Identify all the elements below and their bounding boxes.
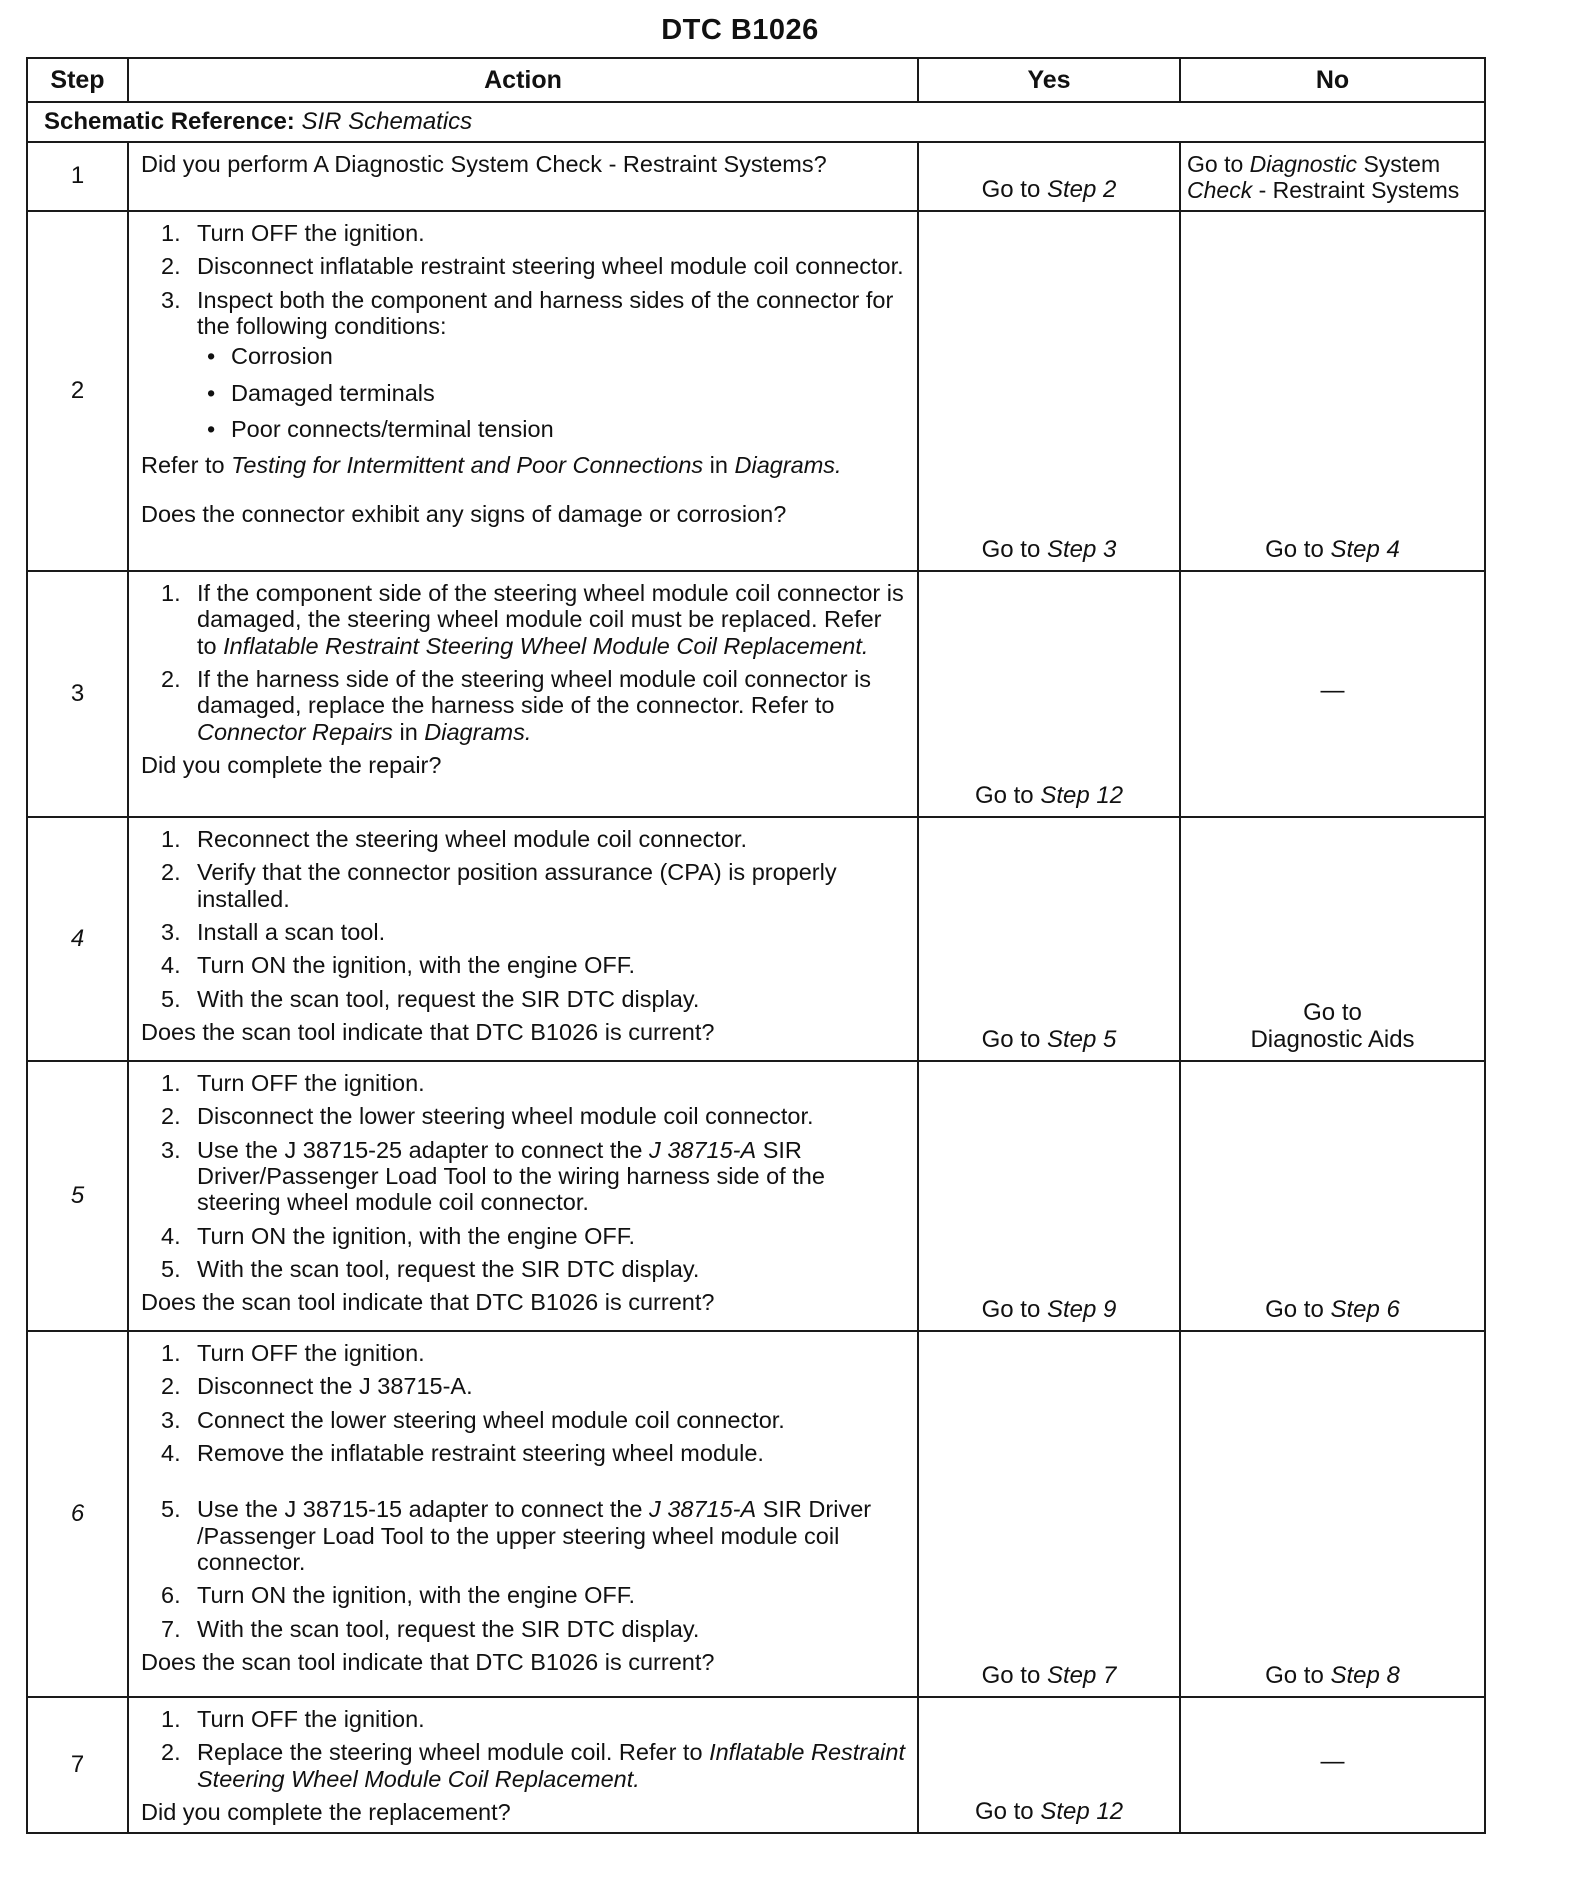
action-cell: [128, 1061, 918, 1331]
step-question: Does the connector exhibit any signs of damage or corrosion?: [141, 500, 787, 527]
yes-step-link[interactable]: Step 3: [1046, 536, 1117, 564]
yes-step-link[interactable]: Step 7: [1046, 1662, 1117, 1690]
list-item: 2. Disconnect the J 38715-A.: [161, 1373, 473, 1400]
list-item: 1. Reconnect the steering wheel module coil connector.: [161, 826, 747, 852]
action-cell: [128, 1331, 918, 1697]
schematic-reference: [27, 102, 1485, 142]
list-item: 1. Turn OFF the ignition.: [161, 1706, 425, 1732]
yes-step-link[interactable]: Step 2: [1046, 176, 1117, 204]
list-item: 3. Install a scan tool.: [161, 918, 386, 945]
header-yes: Yes: [918, 58, 1180, 102]
diagnostic-aids-link[interactable]: Diagnostic Aids: [1250, 1026, 1415, 1054]
list-item: 5. With the scan tool, request the SIR DTC display.: [161, 985, 700, 1012]
list-item: 5. Use the J 38715-15 adapter to connect the J 38715-A SIR Driver /Passenger Load Tool to the upper steering wheel module coil connector.: [161, 1496, 872, 1575]
table-row: [27, 1331, 1485, 1697]
yes-cell[interactable]: Go to Step 12: [918, 571, 1180, 817]
list-item: 3. Connect the lower steering wheel module coil connector.: [161, 1406, 785, 1433]
list-item: 6. Turn ON the ignition, with the engine OFF.: [161, 1582, 636, 1609]
list-item: 4. Remove the inflatable restraint steering wheel module.: [161, 1439, 764, 1466]
action-cell: [128, 571, 918, 817]
tool-link[interactable]: J 38715-A: [649, 1136, 757, 1163]
header-step: Step: [27, 58, 128, 102]
header-row: [27, 58, 1485, 102]
list-item: 2. Replace the steering wheel module coil. Refer to Inflatable Restraint Steering Wheel Module Coil Replacement.: [161, 1739, 906, 1792]
list-item: 5. With the scan tool, request the SIR DTC display.: [161, 1255, 700, 1282]
list-item: • Poor connects/terminal tension: [207, 415, 554, 442]
list-item: 1. Turn OFF the ignition.: [161, 220, 425, 246]
replacement-link[interactable]: Inflatable Restraint Steering Wheel Module Coil Replacement.: [197, 1739, 906, 1792]
yes-cell[interactable]: [918, 142, 1180, 211]
no-text-restraint: - Restraint Systems: [1258, 177, 1460, 204]
step-number: 1: [27, 142, 128, 211]
table-row: [27, 211, 1485, 571]
goto-label: Go to: [981, 176, 1041, 204]
no-cell: [1180, 571, 1485, 817]
step-list: [141, 580, 907, 745]
list-item: 1. If the component side of the steering wheel module coil connector is damaged, the steering wheel module coil must be replaced. Refer to Inflatable Restraint Steering Wheel Module Coil Replacement.: [161, 580, 904, 659]
condition-list: [141, 343, 907, 442]
list-item: 4. Turn ON the ignition, with the engine OFF.: [161, 952, 636, 979]
step-question: Did you complete the repair?: [141, 751, 442, 778]
page-title: DTC B1026: [661, 14, 819, 46]
step-number: 3: [27, 571, 128, 817]
diagnostic-table: [26, 57, 1486, 1834]
step-list: [141, 1340, 907, 1642]
step-question: Does the scan tool indicate that DTC B1026 is current?: [141, 1289, 715, 1316]
yes-cell[interactable]: Go to Step 3: [918, 211, 1180, 571]
step-list: [141, 826, 907, 1012]
step-list: [141, 1070, 907, 1282]
no-step-link[interactable]: Step 8: [1330, 1662, 1400, 1690]
table-row: [27, 817, 1485, 1061]
header-action: Action: [128, 58, 918, 102]
tool-link[interactable]: J 38715-A: [649, 1496, 757, 1523]
no-cell[interactable]: Go to Step 8: [1180, 1331, 1485, 1697]
yes-step-link[interactable]: Step 12: [1040, 1798, 1124, 1826]
table-row: [27, 142, 1485, 211]
no-link-check[interactable]: Check: [1187, 177, 1253, 204]
step-number: 6: [27, 1331, 128, 1697]
no-goto: Go to: [1187, 151, 1244, 177]
list-item: 3. Inspect both the component and harness sides of the connector for the following conditions:: [161, 286, 894, 339]
action-cell: [128, 817, 918, 1061]
action-cell: [128, 1697, 918, 1833]
no-cell: [1180, 1697, 1485, 1833]
step-list: [141, 220, 907, 339]
step-list: [141, 1706, 907, 1792]
action-cell: [128, 142, 918, 211]
schematic-link[interactable]: SIR Schematics: [301, 107, 473, 135]
step-number: 5: [27, 1061, 128, 1331]
no-link-diagnostic[interactable]: Diagnostic: [1249, 151, 1358, 177]
list-item: 1. Turn OFF the ignition.: [161, 1340, 425, 1366]
step-question: Did you perform A Diagnostic System Check - Restraint Systems?: [141, 151, 827, 177]
list-item: 2. Verify that the connector position assurance (CPA) is properly installed.: [161, 859, 837, 912]
step-number: 4: [27, 817, 128, 1061]
table-row: [27, 571, 1485, 817]
yes-step-link[interactable]: Step 5: [1046, 1026, 1117, 1054]
no-cell[interactable]: [1180, 142, 1485, 211]
no-cell[interactable]: Go to Step 4: [1180, 211, 1485, 571]
list-item: 2. Disconnect inflatable restraint steering wheel module coil connector.: [161, 253, 904, 280]
refer-text: Refer to Testing for Intermittent and Poor Connections in Diagrams.: [141, 452, 842, 479]
list-item: 1. Turn OFF the ignition.: [161, 1070, 425, 1096]
yes-cell[interactable]: Go to Step 5: [918, 817, 1180, 1061]
yes-cell[interactable]: Go to Step 7: [918, 1331, 1180, 1697]
no-step-link[interactable]: Step 6: [1330, 1296, 1400, 1324]
header-no: No: [1180, 58, 1485, 102]
list-item: • Corrosion: [207, 343, 333, 370]
list-item: 2. If the harness side of the steering wheel module coil connector is damaged, replace the harness side of the connector. Refer to Connector Repairs in Diagrams.: [161, 665, 872, 745]
schematic-row: [27, 102, 1485, 142]
schematic-label: Schematic Reference:: [44, 107, 295, 135]
no-text-system: System: [1363, 151, 1441, 177]
step-number: 7: [27, 1697, 128, 1833]
table-row: [27, 1061, 1485, 1331]
no-cell[interactable]: Go to Step 6: [1180, 1061, 1485, 1331]
step-question: Does the scan tool indicate that DTC B1026 is current?: [141, 1018, 715, 1045]
list-item: 4. Turn ON the ignition, with the engine OFF.: [161, 1222, 636, 1249]
step-number: 2: [27, 211, 128, 571]
dash: —: [1320, 1747, 1345, 1775]
step-question: Did you complete the replacement?: [141, 1798, 511, 1825]
diagrams-link[interactable]: Diagrams.: [734, 452, 842, 479]
action-cell: [128, 211, 918, 571]
step-question: Does the scan tool indicate that DTC B1026 is current?: [141, 1648, 715, 1675]
replacement-link[interactable]: Inflatable Restraint Steering Wheel Module Coil Replacement.: [223, 632, 869, 659]
list-item: 2. Disconnect the lower steering wheel module coil connector.: [161, 1103, 814, 1130]
list-item: 3. Use the J 38715-25 adapter to connect the J 38715-A SIR Driver/Passenger Load Tool to the wiring harness side of the steering wheel module coil connector.: [161, 1136, 825, 1216]
list-item: 7. With the scan tool, request the SIR DTC display.: [161, 1615, 700, 1642]
no-cell[interactable]: Go to Diagnostic Aids: [1180, 817, 1485, 1061]
list-item: • Damaged terminals: [207, 379, 435, 406]
yes-step-link[interactable]: Step 9: [1046, 1296, 1117, 1324]
dash: —: [1320, 676, 1345, 704]
yes-cell[interactable]: Go to Step 12: [918, 1697, 1180, 1833]
yes-cell[interactable]: Go to Step 9: [918, 1061, 1180, 1331]
connector-repairs-link[interactable]: Connector Repairs: [197, 718, 393, 745]
diagrams-link[interactable]: Diagrams.: [424, 718, 532, 745]
no-step-link[interactable]: Step 4: [1330, 536, 1400, 564]
yes-step-link[interactable]: Step 12: [1040, 782, 1124, 810]
refer-link[interactable]: Testing for Intermittent and Poor Connections: [231, 452, 704, 479]
table-row: [27, 1697, 1485, 1833]
